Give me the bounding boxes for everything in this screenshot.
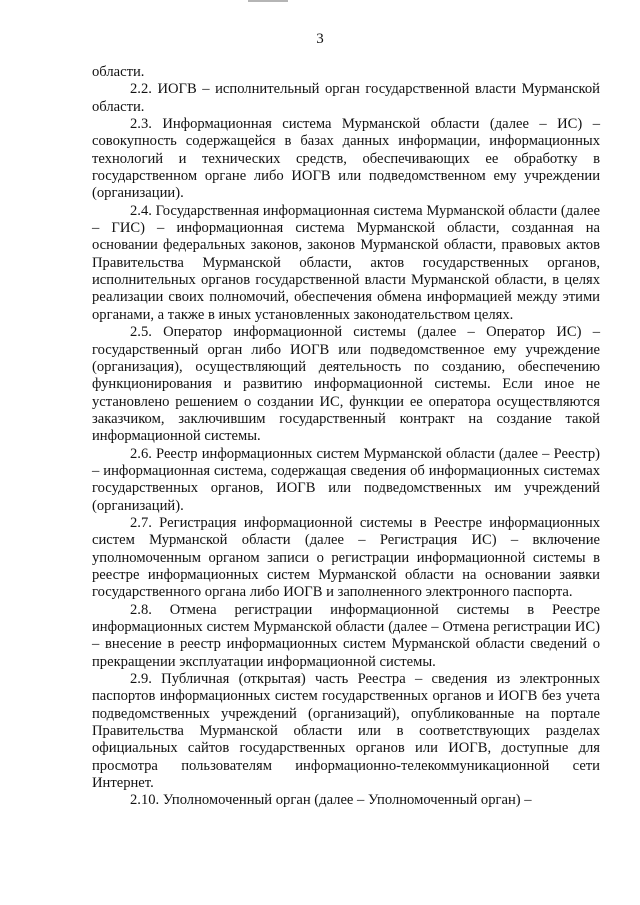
paragraph-2-4: 2.4. Государственная информационная система Мурманской области (далее – ГИС) – информационная система Мурманской области, созданная на основании федеральных законов, законов Мурманской области, правовых актов Правительства Мурманской области, актов государственных органов, исполнительных органов государственной власти Мурманской области, в целях реализации своих полномочий, обеспечения обмена информацией между этими органами, а также в иных установленных законодательством целях. <box>92 202 600 323</box>
scan-edge-mark <box>248 0 288 2</box>
paragraph-2-7: 2.7. Регистрация информационной системы в Реестре информационных систем Мурманской области (далее – Регистрация ИС) – включение уполномоченным органом записи о регистрации информационной системы в реестре информационных систем Мурманской области на основании заявки государственного органа либо ИОГВ и заполненного электронного паспорта. <box>92 514 600 601</box>
paragraph-2-9: 2.9. Публичная (открытая) часть Реестра – сведения из электронных паспортов информационных систем государственных органов и ИОГВ без учета подведомственных учреждений (организаций), опубликованные на портале Правительства Мурманской области или в соответствующих разделах официальных сайтов государственных органов или ИОГВ, доступные для просмотра пользователям информационно-телекоммуникационной сети Интернет. <box>92 671 600 792</box>
paragraph-2-3: 2.3. Информационная система Мурманской области (далее – ИС) – совокупность содержащейся в базах данных информации, информационных технологий и технических средств, обеспечивающих ее обработку в государственном органе либо ИОГВ или подведомственном ему учреждении (организации). <box>92 116 600 202</box>
paragraph-2-8: 2.8. Отмена регистрации информационной системы в Реестре информационных систем Мурманской области (далее – Отмена регистрации ИС) – внесение в реестр информационных систем Мурманской области сведений о прекращении эксплуатации информационной системы. <box>92 601 600 670</box>
paragraph-continuation: области. <box>92 64 145 80</box>
page-number: 3 <box>316 31 324 47</box>
paragraph-2-2: 2.2. ИОГВ – исполнительный орган государственной власти Мурманской области. <box>92 81 600 115</box>
paragraph-2-5: 2.5. Оператор информационной системы (далее – Оператор ИС) – государственный орган либо ИОГВ или подведомственное ему учреждение (организация), осуществляющий деятельность по созданию, обеспечению функционирования и развитию информационной системы. Если иное не установлено решением о создании ИС, функции ее оператора осуществляются заказчиком, заключившим государственный контракт на создание такой информационной системы. <box>92 324 600 445</box>
document-body <box>92 64 600 810</box>
paragraph-2-6: 2.6. Реестр информационных систем Мурманской области (далее – Реестр) – информационная система, содержащая сведения об информационных системах государственных органов, ИОГВ или подведомственных им учреждений (организаций). <box>92 445 600 514</box>
paragraph-2-10: 2.10. Уполномоченный орган (далее – Уполномоченный орган) – <box>130 792 532 809</box>
